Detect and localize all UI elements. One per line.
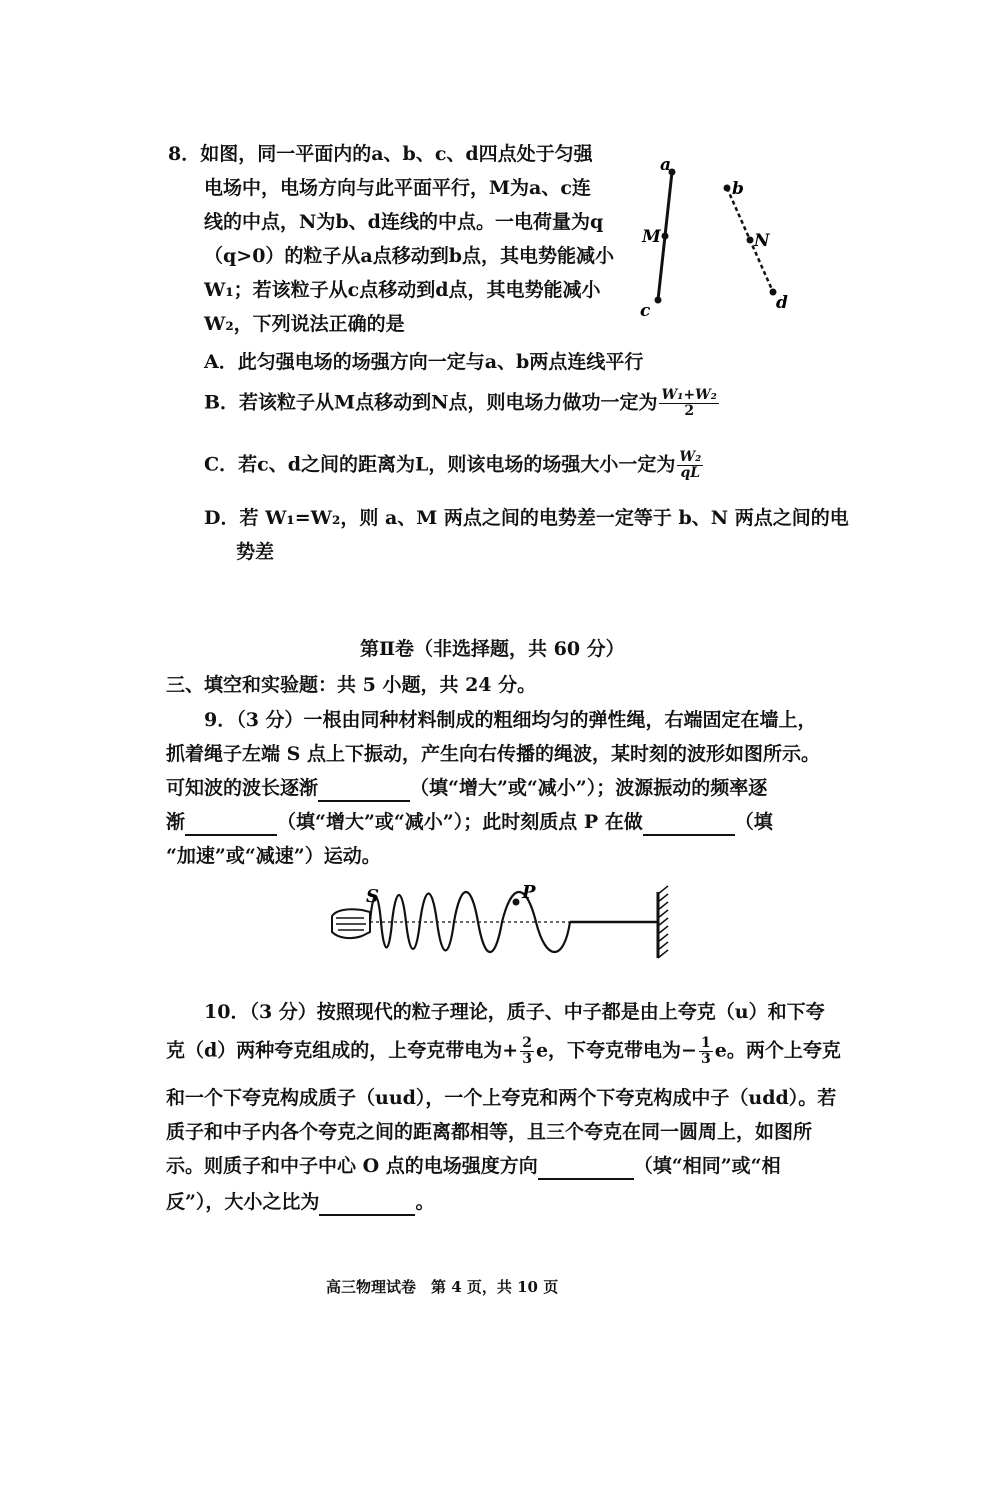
label-P: P xyxy=(522,882,536,903)
q10-line-5-text-a: 示。则质子和中子中心 O 点的电场强度方向 xyxy=(166,1155,538,1177)
section3-heading: 三、填空和实验题：共 5 小题，共 24 分。 xyxy=(166,674,537,696)
q9-line-3-text-b: （填“增大”或“减小”）；波源振动的频率逐 xyxy=(410,777,768,799)
q8-option-c-fraction xyxy=(677,450,703,481)
q8-line-3: 线的中点，N为b、d连线的中点。一电荷量为q xyxy=(204,211,604,233)
label-d: d xyxy=(776,293,788,313)
q10-blank-2[interactable] xyxy=(319,1194,415,1216)
q9-line-4 xyxy=(166,808,773,836)
q9-line-3 xyxy=(166,774,767,802)
q10-line-6-text-b: 。 xyxy=(415,1191,435,1213)
q10-blank-1[interactable] xyxy=(538,1158,634,1180)
q10-down-quark-fraction xyxy=(699,1036,713,1067)
frac-denominator: 3 xyxy=(522,1051,532,1067)
q8-line-2: 电场中，电场方向与此平面平行，M为a、c连 xyxy=(204,177,591,199)
q8-option-b-text: B．若该粒子从M点移动到N点，则电场力做功一定为 xyxy=(204,391,658,414)
q10-up-quark-fraction xyxy=(520,1036,534,1067)
q8-figure xyxy=(630,150,810,325)
frac-numerator: 2 xyxy=(522,1035,532,1051)
frac-numerator: W₂ xyxy=(679,449,702,465)
q10-line-4: 质子和中子内各个夸克之间的距离都相等，且三个夸克在同一圆周上，如图所 xyxy=(166,1121,813,1143)
q8-line-6: W₂，下列说法正确的是 xyxy=(204,313,405,335)
frac-denominator: qL xyxy=(680,465,701,481)
q10-line-2 xyxy=(166,1036,841,1067)
point-M xyxy=(662,233,669,240)
q8-line-4: （q>0）的粒子从a点移动到b点，其电势能减小 xyxy=(204,245,615,267)
q8-option-d-line-1: D．若 W₁=W₂，则 a、M 两点之间的电势差一定等于 b、N 两点之间的电 xyxy=(204,507,849,529)
q8-line-1: 8．如图，同一平面内的a、b、c、d四点处于匀强 xyxy=(168,143,593,165)
point-b xyxy=(724,185,731,192)
q10-line-6 xyxy=(166,1188,434,1216)
q9-line-4-text-b: （填“增大”或“减小”）；此时刻质点 P 在做 xyxy=(277,811,643,833)
q8-option-c-text: C．若c、d之间的距离为L，则该电场的场强大小一定为 xyxy=(204,453,676,476)
point-c xyxy=(655,297,662,304)
point-N xyxy=(747,237,754,244)
part2-title: 第Ⅱ卷（非选择题，共 60 分） xyxy=(360,638,625,660)
label-a: a xyxy=(660,155,672,175)
q9-line-4-text-c: （填 xyxy=(734,811,773,833)
q10-line-2-text-a: 克（d）两种夸克组成的，上夸克带电为+ xyxy=(166,1039,519,1062)
frac-denominator: 3 xyxy=(700,1051,711,1067)
label-M: M xyxy=(642,227,661,247)
q10-line-3: 和一个下夸克构成质子（uud），一个上夸克和两个下夸克构成中子（udd）。若 xyxy=(166,1087,837,1109)
q10-line-6-text-a: 反”），大小之比为 xyxy=(166,1191,320,1213)
q9-line-5: “加速”或“减速”）运动。 xyxy=(166,845,381,867)
q9-wave-figure xyxy=(326,880,676,970)
q10-line-1: 10．（3 分）按照现代的粒子理论，质子、中子都是由上夸克（u）和下夸 xyxy=(204,1001,825,1023)
q9-line-3-text-a: 可知波的波长逐渐 xyxy=(166,777,319,799)
point-P xyxy=(513,899,520,906)
q10-line-5 xyxy=(166,1152,781,1180)
q10-line-2-text-b: e，下夸克带电为− xyxy=(535,1039,697,1062)
q9-line-2: 抓着绳子左端 S 点上下振动，产生向右传播的绳波，某时刻的波形如图所示。 xyxy=(166,743,820,765)
hand-icon xyxy=(332,909,370,938)
label-S: S xyxy=(366,886,379,907)
q9-line-4-text-a: 渐 xyxy=(166,811,186,833)
q9-blank-2[interactable] xyxy=(185,814,277,836)
q9-blank-3[interactable] xyxy=(643,814,735,836)
q9-blank-1[interactable] xyxy=(318,780,410,802)
frac-denominator: 2 xyxy=(684,403,695,419)
q10-line-5-text-b: （填“相同”或“相 xyxy=(633,1155,781,1177)
q8-option-a: A．此匀强电场的场强方向一定与a、b两点连线平行 xyxy=(204,351,644,373)
frac-numerator: W₁+W₂ xyxy=(661,387,717,403)
label-c: c xyxy=(640,301,651,321)
label-b: b xyxy=(732,179,744,199)
q8-option-c xyxy=(204,450,705,481)
q9-line-1: 9．（3 分）一根由同种材料制成的粗细均匀的弹性绳，右端固定在墙上， xyxy=(204,709,817,731)
q8-option-b xyxy=(204,388,721,419)
wall-hatch-icon xyxy=(658,886,668,958)
q10-line-2-text-c: e。两个上夸克 xyxy=(714,1039,841,1062)
page-footer: 高三物理试卷 第 4 页，共 10 页 xyxy=(326,1278,559,1296)
q8-option-d-line-2: 势差 xyxy=(236,541,275,563)
label-N: N xyxy=(754,231,770,251)
q8-option-b-fraction xyxy=(659,388,718,419)
q8-line-5: W₁；若该粒子从c点移动到d点，其电势能减小 xyxy=(204,279,601,301)
frac-numerator: 1 xyxy=(700,1035,711,1051)
